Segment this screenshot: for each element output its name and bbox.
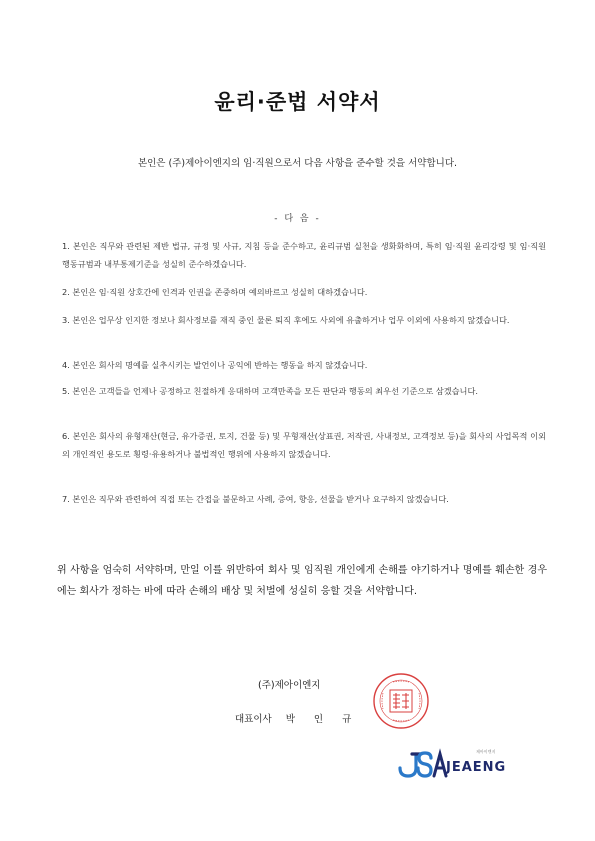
- logo-subtext: 제아이엔지: [476, 749, 496, 754]
- clause-4: 4. 본인은 회사의 명예를 실추시키는 발언이나 공익에 반하는 행동을 하지 않겠습니다.: [62, 360, 368, 370]
- pledge-text: 위 사항을 엄숙히 서약하며, 만일 이를 위반하여 회사 및 임직원 개인에게 손해를 야기하거나 명예를 훼손한 경우에는 회사가 정하는 바에 따라 손해의 배상 및 처벌에 성실히 응할 것을 서약합니다.: [57, 565, 547, 597]
- clause-3: 3. 본인은 업무상 인지한 정보나 회사정보를 재직 중인 물론 퇴직 후에도 사외에 유출하거나 업무 이외에 사용하지 않겠습니다.: [62, 315, 510, 325]
- clause-6: 6. 본인은 회사의 유형재산(현금, 유가증권, 토지, 건물 등) 및 무형재산(상표권, 저작권, 사내정보, 고객정보 등)을 회사의 사업목적 이외의 개인적인 용도로 횡령·유용하거나 불법적인 행위에 사용하지 않겠습니다.: [62, 431, 546, 459]
- section-heading: - 다 음 -: [274, 214, 321, 224]
- clause-1: 1. 본인은 직무와 관련된 제반 법규, 규정 및 사규, 지침 등을 준수하고, 윤리규범 실천을 생화화하며, 특히 임·직원 윤리강령 및 임·직원 행동규범과 내부통제기준을 성실히 준수하겠습니다.: [62, 241, 546, 269]
- clause-2: 2. 본인은 임·직원 상호간에 인격과 인권을 존중하며 예의바르고 성실히 대하겠습니다.: [62, 287, 368, 297]
- signatory: [235, 711, 359, 725]
- document-title: 윤리·준법 서약서: [214, 90, 381, 114]
- clause-5: 5. 본인은 고객들을 언제나 공정하고 친절하게 응대하며 고객만족을 모든 판단과 행동의 최우선 기준으로 삼겠습니다.: [62, 386, 478, 396]
- signatory-position: 대표이사: [235, 714, 272, 725]
- company-seal-icon: [371, 671, 431, 731]
- signatory-name: 박 인 규: [285, 714, 360, 725]
- company-name: (주)제아이엔지: [258, 680, 321, 691]
- intro-text: 본인은 (주)제아이엔지의 임·직원으로서 다음 사항을 준수할 것을 서약합니다.: [137, 158, 458, 169]
- clause-7: 7. 본인은 직무와 관련하여 직접 또는 간접을 불문하고 사례, 증여, 향응, 선물을 받거나 요구하지 않겠습니다.: [62, 494, 449, 504]
- logo-wordmark: JEAENG: [446, 760, 507, 775]
